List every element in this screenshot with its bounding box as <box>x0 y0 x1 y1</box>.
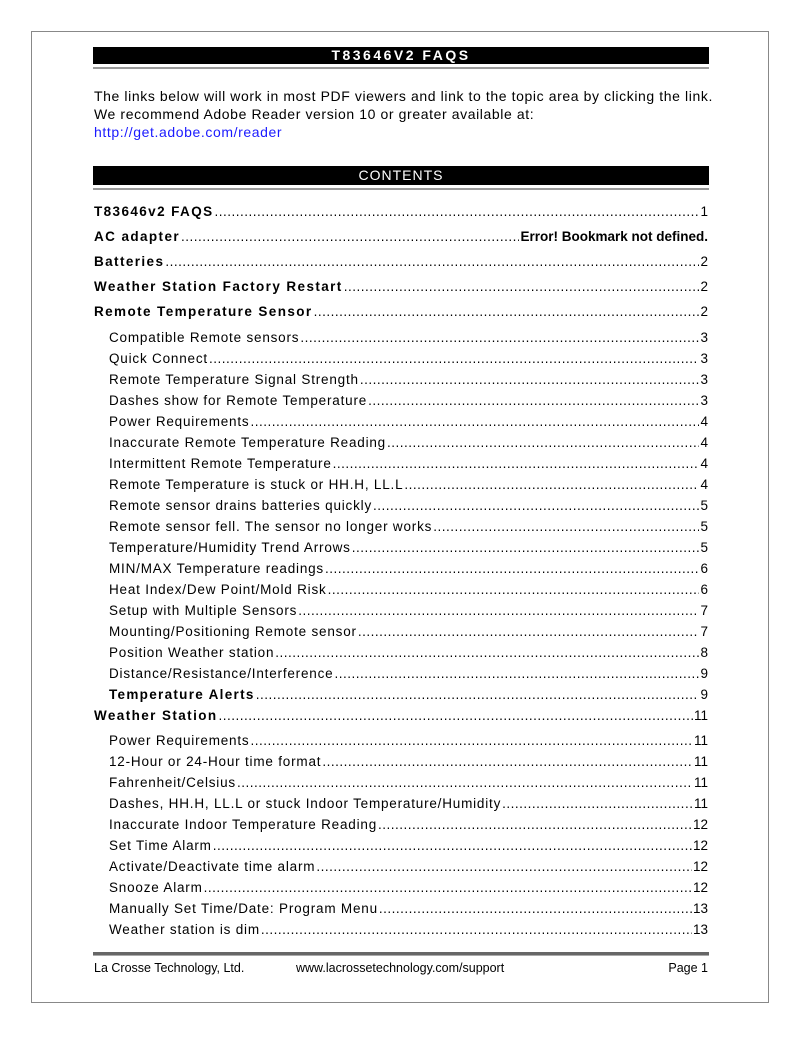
toc-entry[interactable] <box>109 371 708 389</box>
footer-divider <box>93 952 709 956</box>
toc-entry-page: 2 <box>700 279 708 294</box>
dot-leader <box>387 434 699 452</box>
toc-entry[interactable] <box>109 686 708 704</box>
toc-entry-page: 13 <box>692 922 708 937</box>
dot-leader <box>358 623 700 641</box>
toc-entry[interactable] <box>109 413 708 431</box>
footer-page-number: Page 1 <box>668 961 708 975</box>
dot-leader <box>237 774 693 792</box>
toc-entry[interactable] <box>109 392 708 410</box>
toc-entry-page: 12 <box>692 859 708 874</box>
toc-entry[interactable] <box>109 900 708 918</box>
toc-entry[interactable] <box>109 879 708 897</box>
toc-entry-page: 6 <box>700 561 708 576</box>
dot-leader <box>181 228 519 246</box>
toc-entry-page: 4 <box>700 414 708 429</box>
toc-entry-label: Mounting/Positioning Remote sensor <box>109 624 357 639</box>
toc-entry-label: Position Weather station <box>109 645 275 660</box>
adobe-reader-link[interactable]: http://get.adobe.com/reader <box>94 124 283 140</box>
toc-entry-label: Inaccurate Remote Temperature Reading <box>109 435 386 450</box>
toc-entry-page: 1 <box>700 204 708 219</box>
toc-entry-label: AC adapter <box>94 229 181 244</box>
intro-paragraph <box>94 87 714 141</box>
toc-entry-label: Quick Connect <box>109 351 208 366</box>
footer-company: La Crosse Technology, Ltd. <box>94 961 245 975</box>
toc-entry-label: Activate/Deactivate time alarm <box>109 859 316 874</box>
toc-entry-page: 8 <box>700 645 708 660</box>
toc-entry[interactable] <box>109 497 708 515</box>
dot-leader <box>165 253 699 271</box>
toc-entry-label: T83646v2 FAQS <box>94 204 214 219</box>
toc-entry-label: Power Requirements <box>109 414 250 429</box>
dot-leader <box>250 413 699 431</box>
toc-entry[interactable] <box>109 434 708 452</box>
toc-entry[interactable] <box>109 774 708 792</box>
toc-entry[interactable] <box>94 303 708 321</box>
dot-leader <box>360 371 700 389</box>
dot-leader <box>379 900 692 918</box>
dot-leader <box>298 602 699 620</box>
toc-entry-label: Remote Temperature is stuck or HH.H, LL.L <box>109 477 404 492</box>
toc-entry-page: 9 <box>700 666 708 681</box>
toc-entry[interactable] <box>109 518 708 536</box>
toc-entry-label: Snooze Alarm <box>109 880 203 895</box>
toc-entry[interactable] <box>109 581 708 599</box>
dot-leader <box>334 665 699 683</box>
toc-entry-page: Error! Bookmark not defined. <box>520 229 708 244</box>
toc-entry[interactable] <box>109 455 708 473</box>
toc-entry[interactable] <box>109 921 708 939</box>
dot-leader <box>404 476 699 494</box>
toc-entry[interactable] <box>94 707 708 725</box>
toc-entry-label: Dashes, HH.H, LL.L or stuck Indoor Temperature/Humidity <box>109 796 502 811</box>
toc-entry-label: Heat Index/Dew Point/Mold Risk <box>109 582 327 597</box>
toc-entry-page: 5 <box>700 498 708 513</box>
toc-entry[interactable] <box>109 539 708 557</box>
toc-entry-page: 2 <box>700 254 708 269</box>
toc-entry[interactable] <box>109 350 708 368</box>
toc-entry[interactable] <box>109 665 708 683</box>
toc-entry[interactable] <box>94 278 708 296</box>
dot-leader <box>314 303 700 321</box>
toc-entry[interactable] <box>109 560 708 578</box>
toc-entry-label: Weather Station Factory Restart <box>94 279 343 294</box>
dot-leader <box>204 879 692 897</box>
dot-leader <box>256 686 700 704</box>
toc-entry-page: 5 <box>700 519 708 534</box>
toc-entry-page: 12 <box>692 817 708 832</box>
toc-entry-label: Dashes show for Remote Temperature <box>109 393 368 408</box>
dot-leader <box>275 644 699 662</box>
toc-entry-label: Power Requirements <box>109 733 250 748</box>
toc-entry-page: 3 <box>700 372 708 387</box>
toc-entry-page: 12 <box>692 880 708 895</box>
intro-text: The links below will work in most PDF viewers and link to the topic area by clicking the link. We recommend Adobe Reader version 10 or greater available at: <box>94 88 713 122</box>
toc-entry-page: 11 <box>693 796 708 811</box>
toc-entry[interactable] <box>109 476 708 494</box>
toc-entry-page: 11 <box>693 754 708 769</box>
toc-entry-label: Setup with Multiple Sensors <box>109 603 298 618</box>
toc-entry-label: Remote sensor fell. The sensor no longer works <box>109 519 433 534</box>
dot-leader <box>209 350 700 368</box>
document-title: T83646V2 FAQS <box>93 47 709 67</box>
toc-entry[interactable] <box>109 837 708 855</box>
toc-entry-page: 3 <box>700 330 708 345</box>
toc-entry-page: 6 <box>700 582 708 597</box>
toc-entry-page: 3 <box>700 393 708 408</box>
toc-entry-label: Distance/Resistance/Interference <box>109 666 334 681</box>
dot-leader <box>502 795 693 813</box>
toc-entry-page: 4 <box>700 435 708 450</box>
toc-entry-label: Weather station is dim <box>109 922 260 937</box>
toc-entry-page: 11 <box>693 733 708 748</box>
dot-leader <box>322 753 693 771</box>
dot-leader <box>433 518 699 536</box>
toc-entry-label: 12-Hour or 24-Hour time format <box>109 754 322 769</box>
toc-entry-label: Remote Temperature Signal Strength <box>109 372 359 387</box>
toc-entry[interactable] <box>94 228 708 246</box>
toc-entry[interactable] <box>109 795 708 813</box>
toc-entry-label: Inaccurate Indoor Temperature Reading <box>109 817 377 832</box>
toc-entry[interactable] <box>109 732 708 750</box>
dot-leader <box>250 732 693 750</box>
toc-entry-label: Batteries <box>94 254 165 269</box>
dot-leader <box>373 497 699 515</box>
dot-leader <box>333 455 700 473</box>
dot-leader <box>328 581 700 599</box>
toc-entry-page: 11 <box>693 775 708 790</box>
toc-entry-label: Temperature Alerts <box>109 687 255 702</box>
toc-entry[interactable] <box>109 753 708 771</box>
dot-leader <box>261 921 692 939</box>
dot-leader <box>215 203 700 221</box>
dot-leader <box>378 816 692 834</box>
toc-entry-page: 2 <box>700 304 708 319</box>
toc-entry-label: Manually Set Time/Date: Program Menu <box>109 901 378 916</box>
toc-entry-label: Weather Station <box>94 708 218 723</box>
toc-entry-label: MIN/MAX Temperature readings <box>109 561 324 576</box>
toc-entry-label: Temperature/Humidity Trend Arrows <box>109 540 351 555</box>
toc-entry-page: 7 <box>700 603 708 618</box>
contents-heading: CONTENTS <box>93 166 709 188</box>
toc-entry[interactable] <box>109 816 708 834</box>
dot-leader <box>368 392 699 410</box>
toc-entry[interactable] <box>109 858 708 876</box>
toc-entry-page: 4 <box>700 456 708 471</box>
toc-entry-page: 13 <box>692 901 708 916</box>
dot-leader <box>344 278 700 296</box>
toc-entry-label: Remote Temperature Sensor <box>94 304 313 319</box>
toc-entry[interactable] <box>94 253 708 271</box>
dot-leader <box>219 707 693 725</box>
toc-entry-label: Intermittent Remote Temperature <box>109 456 332 471</box>
toc-entry-page: 5 <box>700 540 708 555</box>
dot-leader <box>316 858 692 876</box>
toc-entry[interactable] <box>94 203 708 221</box>
toc-entry[interactable] <box>109 329 708 347</box>
toc-entry-label: Remote sensor drains batteries quickly <box>109 498 373 513</box>
toc-entry-page: 7 <box>700 624 708 639</box>
dot-leader <box>213 837 692 855</box>
toc-entry-label: Set Time Alarm <box>109 838 212 853</box>
toc-entry-page: 3 <box>700 351 708 366</box>
toc-entry-page: 11 <box>693 708 708 723</box>
toc-entry-page: 12 <box>692 838 708 853</box>
dot-leader <box>325 560 700 578</box>
toc-entry-page: 9 <box>700 687 708 702</box>
dot-leader <box>352 539 700 557</box>
toc-entry[interactable] <box>109 623 708 641</box>
toc-entry-page: 4 <box>700 477 708 492</box>
toc-entry[interactable] <box>109 644 708 662</box>
dot-leader <box>300 329 699 347</box>
toc-entry-label: Compatible Remote sensors <box>109 330 300 345</box>
toc-entry-label: Fahrenheit/Celsius <box>109 775 236 790</box>
footer-url[interactable]: www.lacrossetechnology.com/support <box>296 961 505 975</box>
toc-entry[interactable] <box>109 602 708 620</box>
